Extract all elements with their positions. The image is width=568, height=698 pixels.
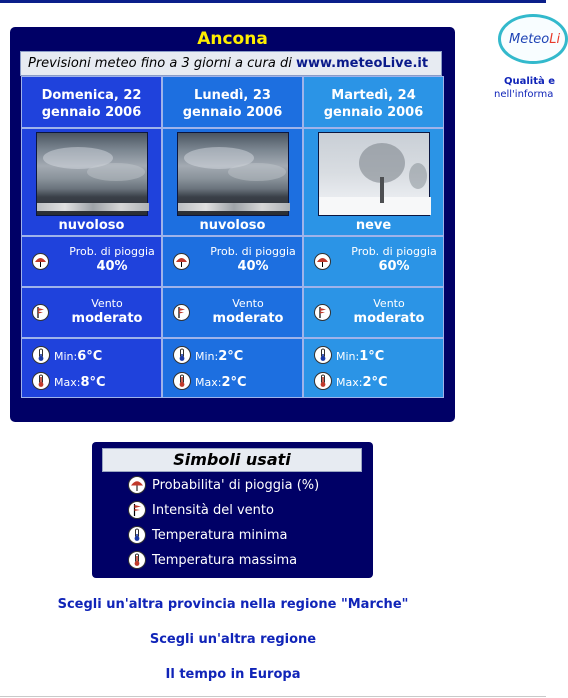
logo-wordmark: MeteoLi: [509, 32, 561, 47]
temperature-row: [21, 338, 444, 398]
bottom-divider: [0, 696, 546, 697]
min-label: Min:: [195, 350, 219, 363]
rain-label: Prob. di pioggia: [69, 245, 155, 258]
day-1-date: [21, 76, 162, 128]
thermometer-max-icon: [32, 372, 50, 390]
day-2-rain: [162, 236, 303, 287]
min-label: Min:: [336, 350, 360, 363]
thermometer-min-icon: [32, 346, 50, 364]
day-1-rain: [21, 236, 162, 287]
wind-row: [21, 287, 444, 338]
rain-value: 40%: [237, 259, 269, 274]
day-3-date: [303, 76, 444, 128]
max-value: 2°C: [221, 375, 247, 390]
wind-label: Vento: [373, 297, 405, 310]
logo-tagline-2: nell'informa: [494, 89, 554, 100]
day-3-weather: [303, 128, 444, 236]
day-1-weekday: Domenica, 22: [41, 88, 142, 103]
wind-label: Vento: [91, 297, 123, 310]
max-label: Max:: [195, 376, 222, 389]
day-1-condition: nuvoloso: [58, 218, 125, 233]
rain-label: Prob. di pioggia: [351, 245, 437, 258]
link-europe-weather[interactable]: Il tempo in Europa: [165, 667, 301, 682]
image-row: [21, 128, 444, 236]
wind-value: moderato: [353, 311, 425, 326]
day-2-weather: [162, 128, 303, 236]
thermometer-max-icon: [314, 372, 332, 390]
meteolive-logo[interactable]: [498, 14, 568, 64]
forecast-subtitle: [20, 51, 442, 76]
city-title: Ancona: [197, 29, 268, 49]
wind-flag-icon: [128, 501, 146, 519]
day-3-month: gennaio 2006: [323, 105, 424, 120]
legend-item-label: Intensità del vento: [152, 503, 274, 518]
rain-value: 40%: [96, 259, 128, 274]
day-1-wind: [21, 287, 162, 338]
day-3-rain: [303, 236, 444, 287]
day-3-temperature: [303, 338, 444, 398]
legend-panel: [92, 442, 373, 578]
date-row: [21, 76, 444, 128]
min-value: 6°C: [77, 349, 103, 364]
snow-weather-image: [318, 132, 430, 216]
day-1-weather: [21, 128, 162, 236]
top-border: [0, 0, 546, 3]
link-other-region[interactable]: Scegli un'altra regione: [149, 632, 317, 647]
min-value: 2°C: [218, 349, 244, 364]
thermometer-min-icon: [314, 346, 332, 364]
day-2-wind: [162, 287, 303, 338]
day-2-month: gennaio 2006: [182, 105, 283, 120]
legend-item-label: Temperatura minima: [152, 528, 288, 543]
umbrella-icon: [128, 476, 146, 494]
min-value: 1°C: [359, 349, 385, 364]
wind-label: Vento: [232, 297, 264, 310]
wind-flag-icon: [173, 304, 190, 321]
day-3-weekday: Martedì, 24: [331, 88, 416, 103]
max-value: 2°C: [362, 375, 388, 390]
day-3-wind: [303, 287, 444, 338]
day-2-temperature: [162, 338, 303, 398]
thermometer-max-icon: [128, 551, 146, 569]
max-value: 8°C: [80, 375, 106, 390]
umbrella-icon: [314, 253, 331, 270]
subtitle-site-link[interactable]: www.meteoLive.it: [295, 56, 429, 71]
rain-row: [21, 236, 444, 287]
link-other-province[interactable]: Scegli un'altra provincia nella regione "Marche": [57, 597, 409, 612]
rain-label: Prob. di pioggia: [210, 245, 296, 258]
wind-flag-icon: [32, 304, 49, 321]
legend-item-label: Probabilita' di pioggia (%): [152, 478, 320, 493]
day-1-temperature: [21, 338, 162, 398]
cloudy-weather-image: [177, 132, 289, 216]
wind-flag-icon: [314, 304, 331, 321]
legend-title: Simboli usati: [102, 448, 362, 472]
thermometer-min-icon: [128, 526, 146, 544]
min-label: Min:: [54, 350, 78, 363]
umbrella-icon: [173, 253, 190, 270]
logo-tagline-1: Qualità e: [504, 76, 556, 87]
max-label: Max:: [336, 376, 363, 389]
umbrella-icon: [32, 253, 49, 270]
thermometer-max-icon: [173, 372, 191, 390]
day-3-condition: neve: [355, 218, 392, 233]
wind-value: moderato: [71, 311, 143, 326]
cloudy-weather-image: [36, 132, 148, 216]
thermometer-min-icon: [173, 346, 191, 364]
day-2-condition: nuvoloso: [199, 218, 266, 233]
forecast-grid: [21, 76, 444, 398]
day-1-month: gennaio 2006: [41, 105, 142, 120]
rain-value: 60%: [378, 259, 410, 274]
subtitle-text: Previsioni meteo fino a 3 giorni a cura di: [28, 56, 296, 71]
legend-item-label: Temperatura massima: [152, 553, 298, 568]
wind-value: moderato: [212, 311, 284, 326]
max-label: Max:: [54, 376, 81, 389]
day-2-date: [162, 76, 303, 128]
day-2-weekday: Lunedì, 23: [194, 88, 271, 103]
